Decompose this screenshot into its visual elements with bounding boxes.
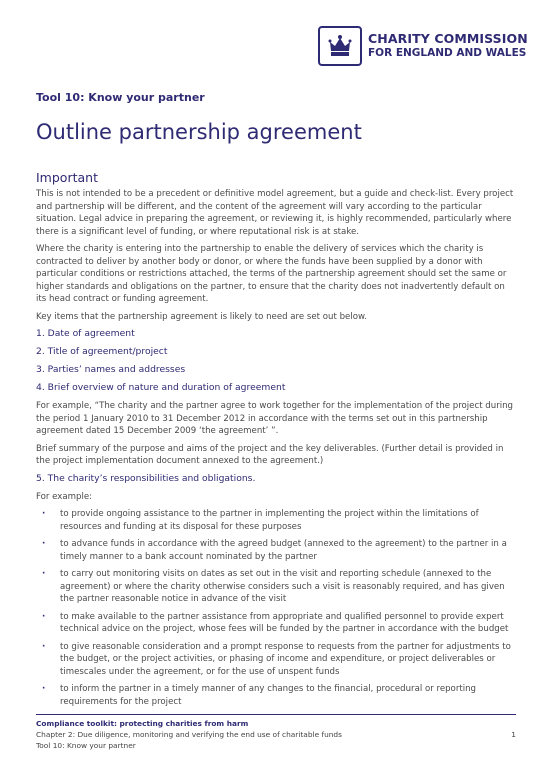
list-item: · to give reasonable consideration and a prompt response to requests from the partner for adjustments to the budget, or the project activities, or phasing of income and expenditure, or project deliverables or timescales under the agreement, or for the use of unspent funds	[42, 641, 511, 677]
list-item: · to carry out monitoring visits on dates as set out in the visit and reporting schedule (annexed to the agreement) or where the charity otherwise considers such a visit is reasonably required, and has given the partner reasonable notice in advance of the visit	[42, 569, 505, 604]
responsibilities-list	[36, 508, 516, 708]
item-4-paragraph-1: For example, “The charity and the partner agree to work together for the implementation of the project during the period 1 January 2010 to 31 December 2012 in accordance with the terms set out in this partnership agreement dated 15 December 2009 ‘the agreement’ ”.	[36, 401, 514, 436]
bullet-icon: ·	[42, 641, 46, 652]
important-heading: Important	[36, 170, 98, 185]
bullet-icon: ·	[42, 684, 46, 694]
crown-icon	[318, 26, 362, 66]
page-footer	[36, 714, 516, 751]
footer-chapter: Chapter 2: Due diligence, monitoring and verifying the end use of charitable funds	[36, 730, 342, 739]
page-title: Outline partnership agreement	[36, 120, 362, 144]
item-1-heading: 1. Date of agreement	[36, 328, 135, 339]
important-paragraph-2: Where the charity is entering into the partnership to enable the delivery of services which the charity is contracted to deliver by another body or donor, or where the funds have been supplied by a donor with particular conditions or restrictions attached, the terms of the partnership agreement should set the same or higher standards and obligations on the partner, to ensure that the charity does not inadvertently default on its head contract or funding agreement.	[36, 244, 507, 304]
list-item: · to inform the partner in a timely manner of any changes to the financial, procedural or reporting requirements for the project	[42, 684, 477, 707]
page-number: 1	[511, 730, 516, 739]
document-body	[36, 170, 516, 713]
list-item: · to advance funds in accordance with the agreed budget (annexed to the agreement) to the partner in a timely manner to a bank account nominated by the partner	[42, 539, 507, 562]
charity-commission-logo	[318, 26, 528, 66]
item-3-heading: 3. Parties’ names and addresses	[36, 364, 186, 375]
important-paragraph-3: Key items that the partnership agreement is likely to need are set out below.	[36, 311, 367, 322]
tool-label: Tool 10: Know your partner	[36, 91, 205, 104]
bullet-icon: ·	[42, 569, 46, 579]
item-5-heading: 5. The charity’s responsibilities and obligations.	[36, 472, 256, 484]
footer-tool: Tool 10: Know your partner	[36, 741, 136, 750]
item-2-heading: 2. Title of agreement/project	[36, 346, 168, 357]
item-4-heading: 4. Brief overview of nature and duration of agreement	[36, 382, 286, 393]
bullet-icon: ·	[42, 509, 46, 519]
bullet-icon: ·	[42, 611, 46, 622]
item-5-intro: For example:	[36, 491, 93, 502]
footer-toolkit-title: Compliance toolkit: protecting charities from harm	[36, 719, 249, 728]
logo-line-2: FOR ENGLAND AND WALES	[368, 47, 527, 59]
item-4-paragraph-2: Brief summary of the purpose and aims of the project and the key deliverables. (Further detail is provided in the project implementation document annexed to the agreement.)	[36, 443, 504, 466]
list-item: · to make available to the partner assistance from appropriate and qualified personnel to provide expert technical advice on the project, whose fees will be funded by the partner in accordance with the budget	[42, 611, 509, 634]
bullet-icon: ·	[42, 539, 46, 549]
important-paragraph-1: This is not intended to be a precedent or definitive model agreement, but a guide and check-list. Every project and partnership will be different, and the content of the agreement will vary according to the particular situation. Legal advice in preparing the agreement, or reviewing it, is highly recommended, particularly where there is a significant level of funding, or where reputational risk is at stake.	[36, 189, 514, 237]
logo-line-1: CHARITY COMMISSION	[368, 31, 528, 46]
list-item: · to provide ongoing assistance to the partner in implementing the project within the limitations of resources and funding at its disposal for these purposes	[42, 509, 479, 532]
